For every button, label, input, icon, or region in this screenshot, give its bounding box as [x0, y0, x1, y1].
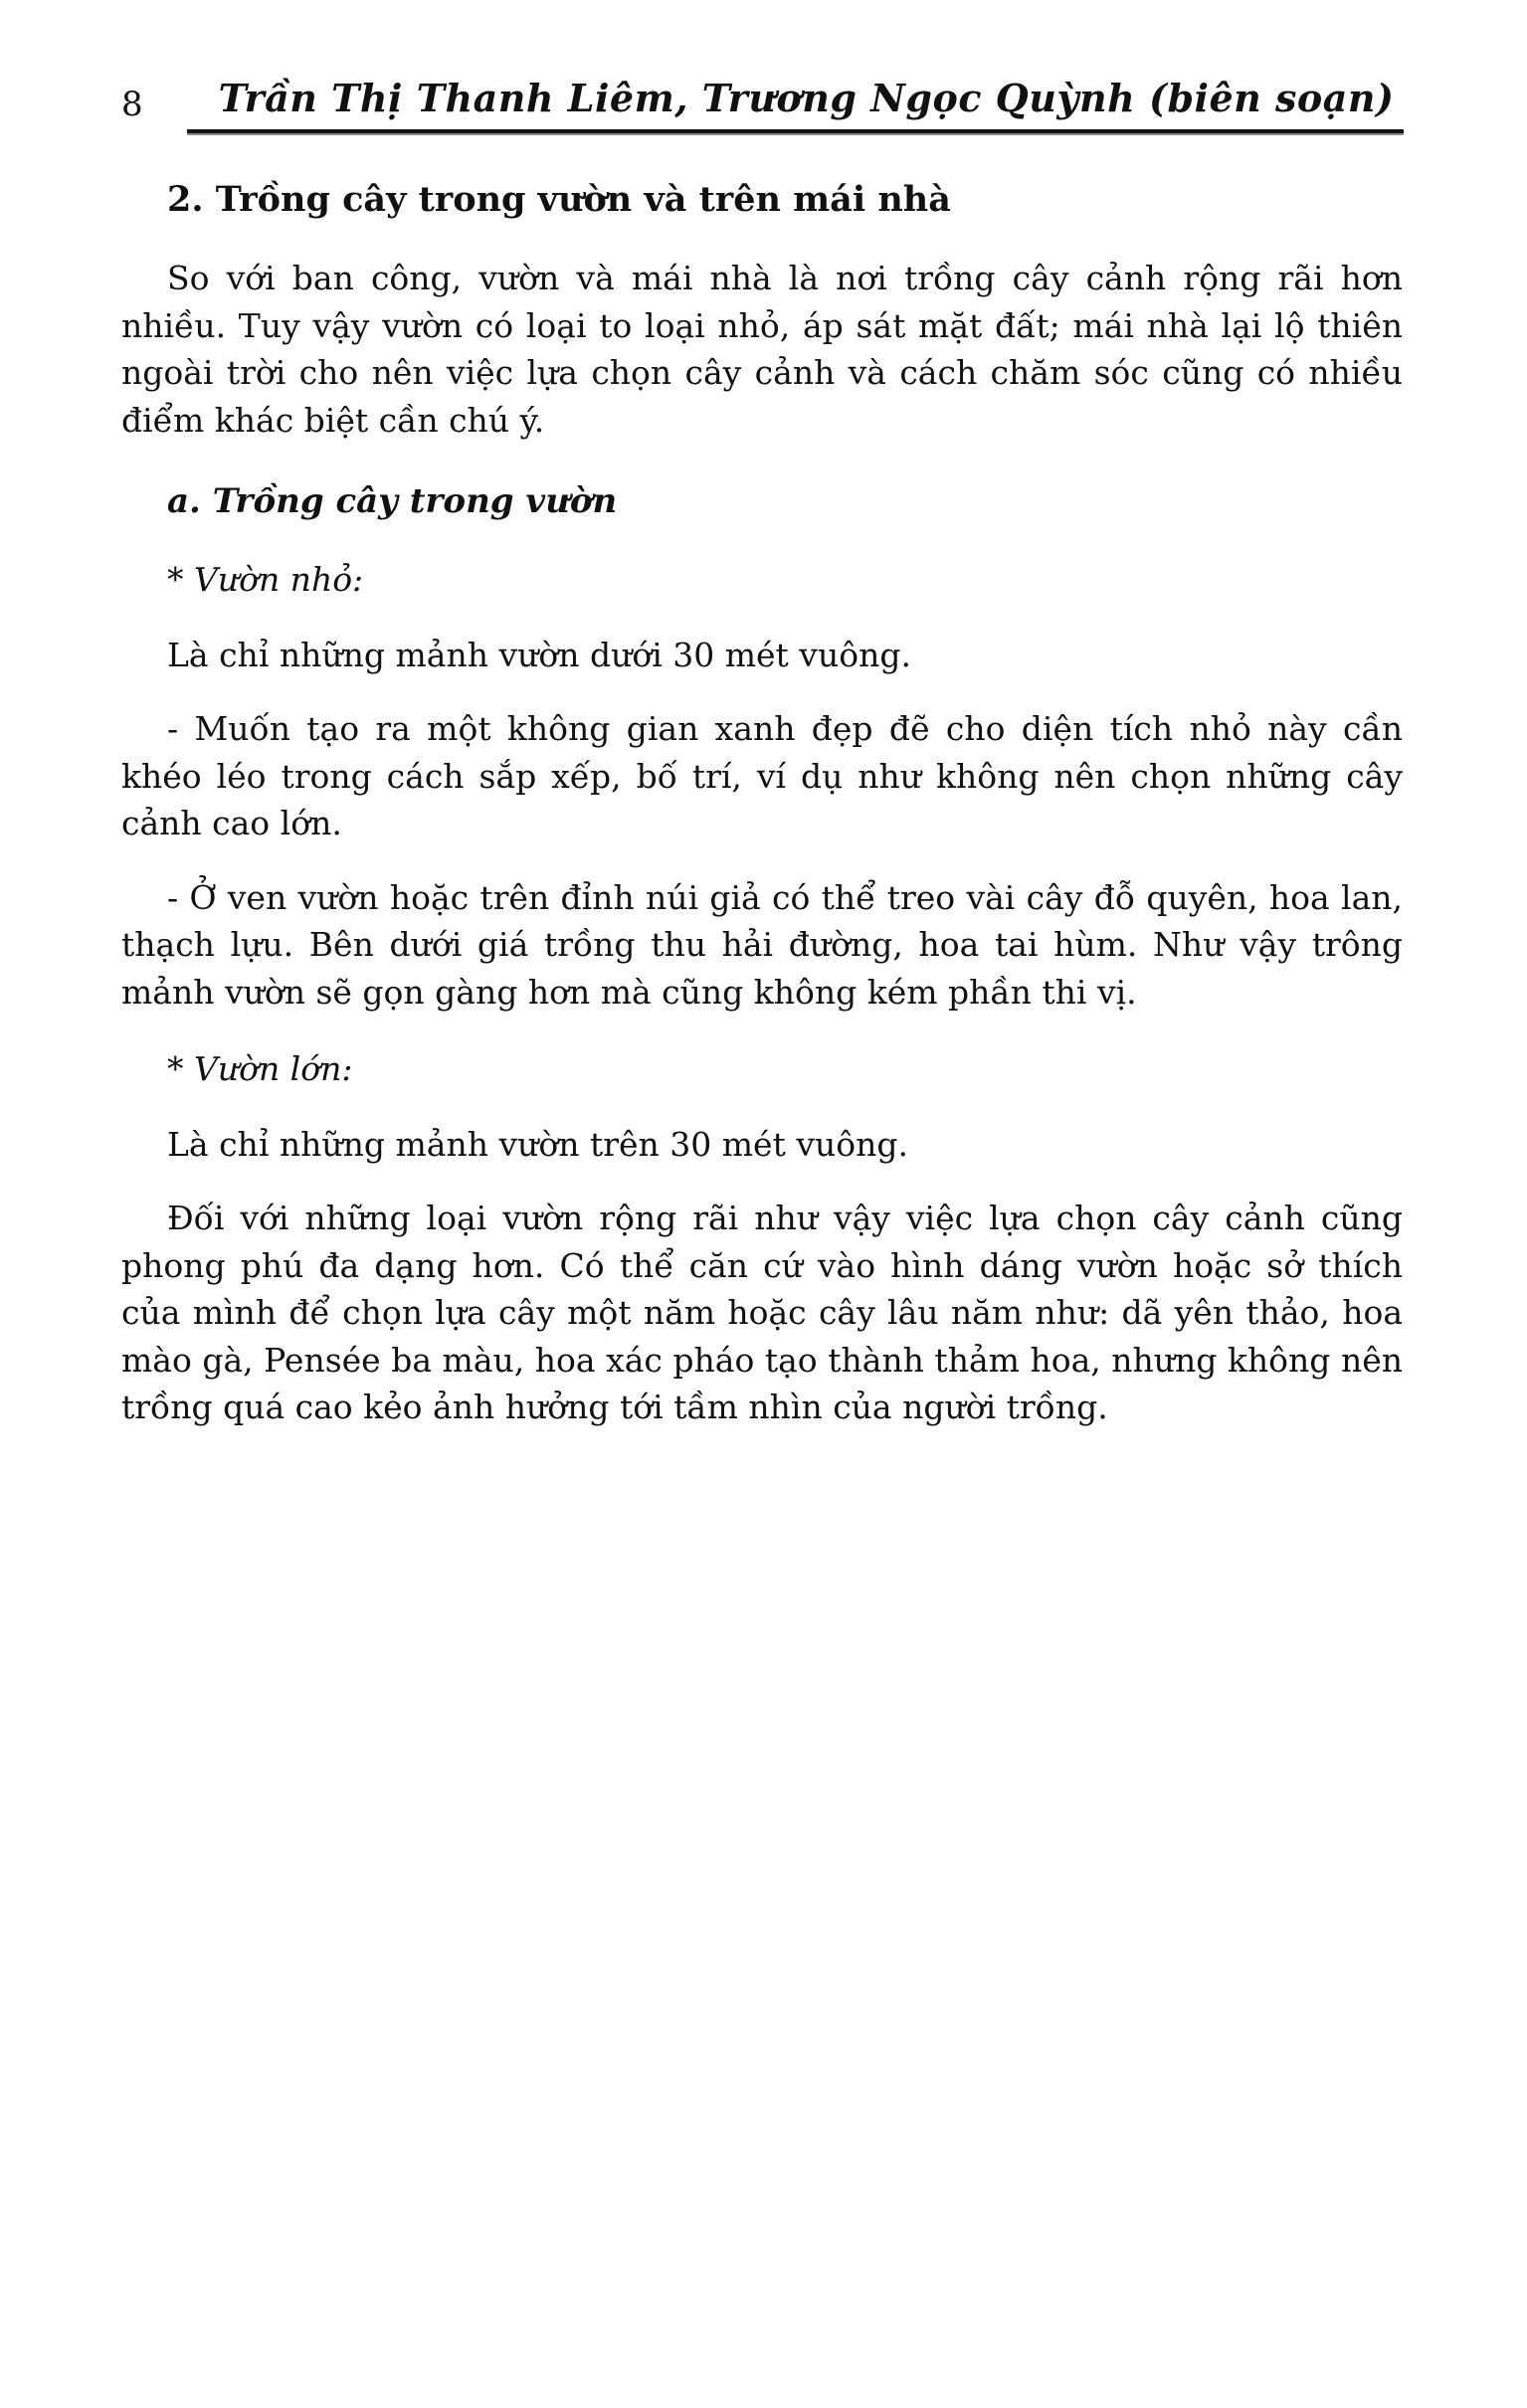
intro-paragraph: So với ban công, vườn và mái nhà là nơi trồng cây cảnh rộng rãi hơn nhiều. Tuy vậy vườn có loại to loại nhỏ, áp sát mặt đất; mái nhà lại lộ thiên ngoài trời cho nên việc lựa chọn cây cảnh và cách chăm sóc cũng có nhiều điểm khác biệt cần chú ý.	[121, 259, 1403, 440]
subsection-heading: a. Trồng cây trong vườn	[167, 481, 618, 522]
small-garden-point-1: - Muốn tạo ra một không gian xanh đẹp đẽ cho diện tích nhỏ này cần khéo léo trong cách sắp xếp, bố trí, ví dụ như không nên chọn những cây cảnh cao lớn.	[121, 709, 1403, 843]
section-heading: 2. Trồng cây trong vườn và trên mái nhà	[167, 178, 951, 220]
page-number: 8	[121, 84, 143, 124]
small-garden-point-2: - Ở ven vườn hoặc trên đỉnh núi giả có thể treo vài cây đỗ quyên, hoa lan, thạch lựu. Bên dưới giá trồng thu hải đường, hoa tai hùm. Như vậy trông mảnh vườn sẽ gọn gàng hơn mà cũng không kém phần thi vị.	[121, 877, 1403, 1012]
small-garden-definition: Là chỉ những mảnh vườn dưới 30 mét vuông.	[167, 635, 911, 674]
large-garden-label: * Vườn lớn:	[167, 1049, 353, 1089]
running-head-block	[187, 78, 1405, 135]
header-rule	[187, 129, 1405, 135]
large-garden-definition: Là chỉ những mảnh vườn trên 30 mét vuông.	[167, 1124, 908, 1164]
large-garden-paragraph: Đối với những loại vườn rộng rãi như vậy việc lựa chọn cây cảnh cũng phong phú đa dạng hơn. Có thể căn cứ vào hình dáng vườn hoặc sở thích của mình để chọn lựa cây một năm hoặc cây lâu năm như: dã yên thảo, hoa mào gà, Pensée ba màu, hoa xác pháo tạo thành thảm hoa, nhưng không nên trồng quá cao kẻo ảnh hưởng tới tầm nhìn của người trồng.	[121, 1199, 1403, 1427]
body-text	[121, 175, 1403, 1431]
page-header	[121, 78, 1403, 135]
running-head: Trần Thị Thanh Liêm, Trương Ngọc Quỳnh (biên soạn)	[218, 76, 1395, 120]
small-garden-label: * Vườn nhỏ:	[167, 560, 364, 600]
